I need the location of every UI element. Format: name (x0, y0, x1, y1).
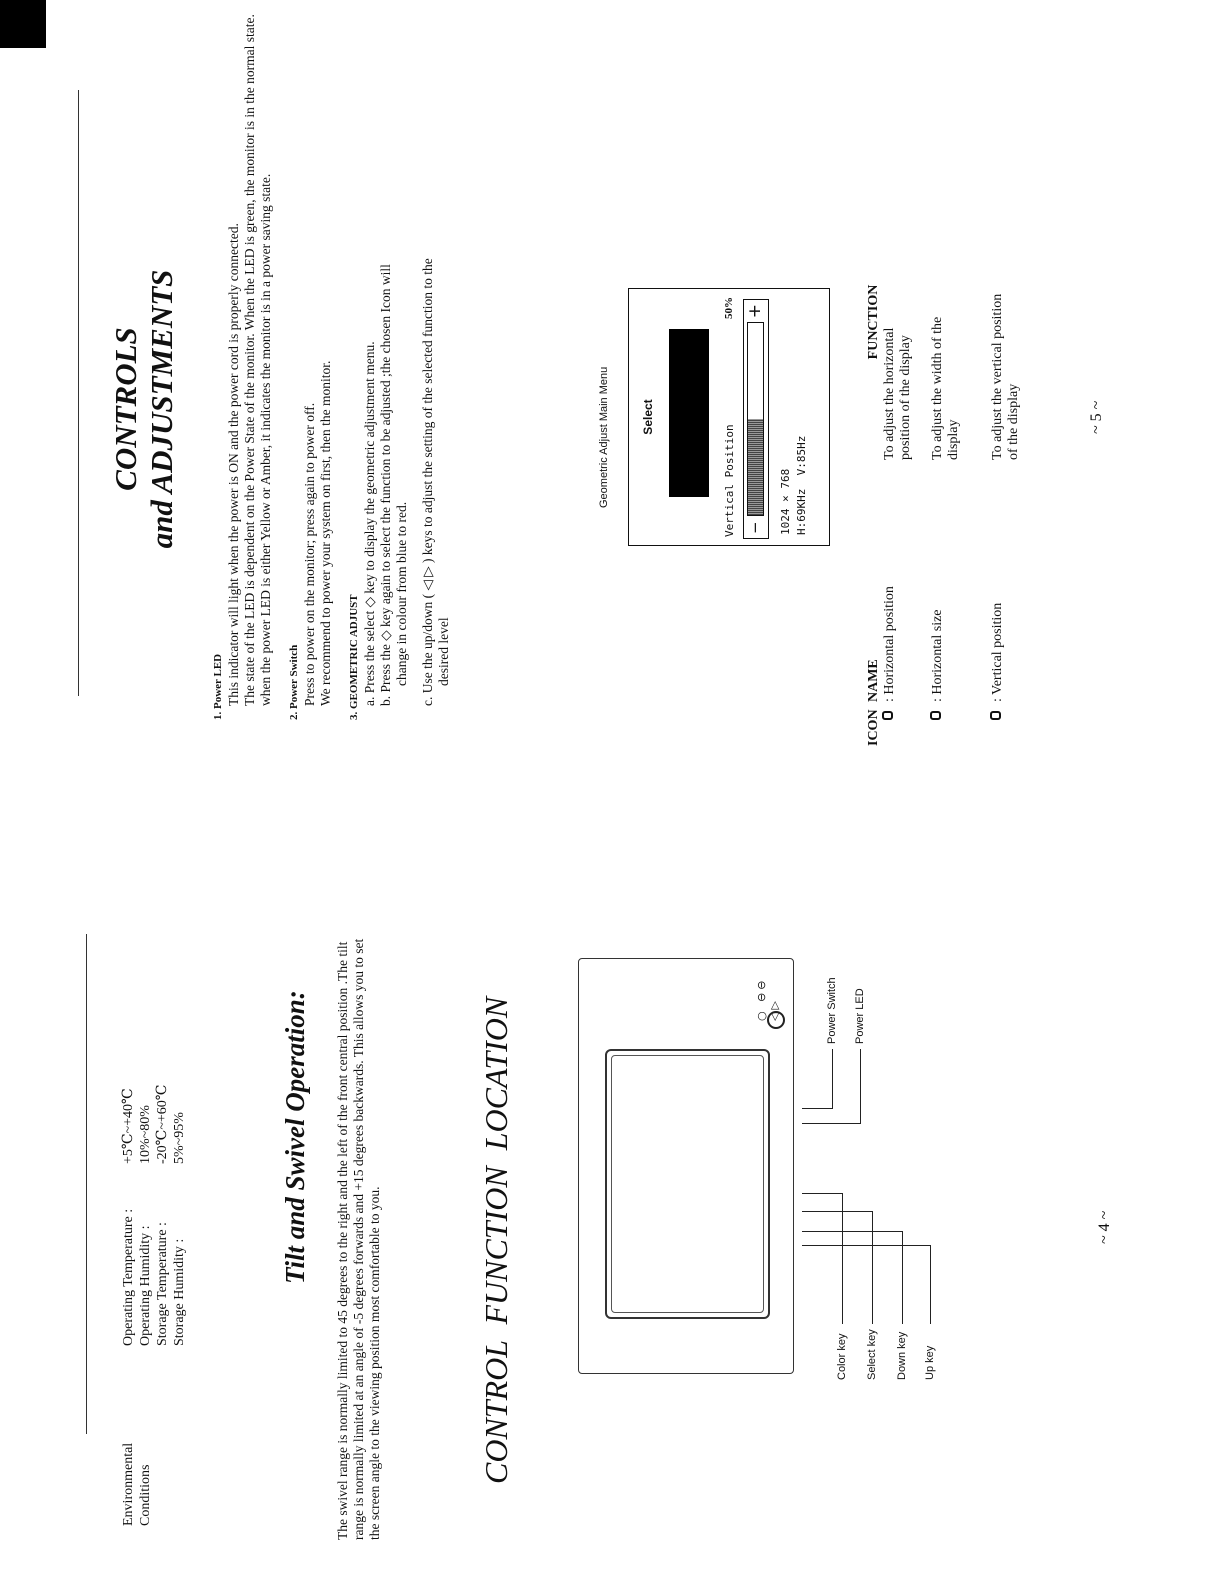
env-row: Storage Temperature : -20℃~+60℃ (155, 1084, 170, 1346)
slider-minus: − (746, 521, 764, 534)
leader-line-led (802, 1123, 860, 1124)
leader-line-power (802, 1108, 832, 1109)
horizontal-position-icon (882, 711, 893, 720)
leader-line-color (802, 1193, 842, 1194)
page-number-left: ~ 4 ~ (1096, 1210, 1113, 1244)
leader-line-up (802, 1245, 930, 1246)
env-row: Operating Humidity : 10%~80% (138, 1105, 153, 1346)
leader-line-color-h (842, 1193, 843, 1324)
geometric-menu (628, 288, 830, 546)
leader-line-up-h (930, 1245, 931, 1324)
env-label: Environmental Conditions (121, 1442, 153, 1526)
controls-title: CONTROLS and ADJUSTMENTS (108, 269, 179, 549)
slider-plus: + (745, 304, 765, 319)
menu-resolution: 1024 × 768 (779, 468, 792, 535)
slider-track (747, 322, 764, 516)
section-power-switch-title: 2. Power Switch (288, 644, 300, 720)
menu-frequency: H:69KHz V:85Hz (795, 435, 808, 535)
monitor-screen (605, 1049, 770, 1319)
leader-line-down (802, 1231, 902, 1232)
menu-param-label: Vertical Position (723, 424, 736, 537)
tilt-title: Tilt and Swivel Operation: (280, 990, 310, 1284)
leader-line-power-h (832, 1049, 833, 1109)
table-row: : Horizontal size To adjust the width of the display (930, 166, 962, 746)
label-up-key: Up key (924, 1345, 936, 1380)
table-row: : Vertical position To adjust the vertical position of the display (990, 166, 1022, 746)
label-color-key: Color key (836, 1333, 848, 1380)
section-geometric-title: 3. GEOMETRIC ADJUST (348, 594, 360, 720)
leader-line-select (802, 1211, 872, 1212)
power-button-icon (767, 1011, 785, 1029)
left-page (0, 804, 1224, 1584)
page-number-right: ~ 5 ~ (1088, 400, 1105, 434)
menu-caption: Geometric Adjust Main Menu (598, 366, 610, 508)
menu-slider (743, 299, 769, 539)
label-power-led: Power LED (854, 988, 866, 1044)
section-power-led-title: 1. Power LED (212, 653, 224, 720)
controls-body: 1. Power LED This indicator will light when the power is ON and the power cord is properly connected. The state of the LED is dependent on the Power State of the monitor. When the LED is green, the monitor is in the normal state. when the power LED is either Yellow or Amber, it indicates the monitor is in a power saving state. 2. Power Switch Press to power on the monitor; press again to power off. We recommend to power your system on first, then the monitor. 3. GEOMETRIC ADJUST a. Press the select ◇ key to display the geometric adjustment menu. b. Press the ◇ key again to select the function to be adjusted ;the chosen Icon will change in colour from blue to red. c. Use the up/down ( ◁ ▷ ) keys to adjust the setting of the selected function to the desired level (212, 14, 451, 720)
env-table (120, 986, 188, 1346)
leader-line-led-h (860, 1049, 861, 1124)
monitor-diagram (578, 958, 794, 1374)
env-row: Operating Temperature : +5℃~+40℃ (121, 1088, 136, 1346)
label-down-key: Down key (896, 1331, 908, 1380)
control-function-title: CONTROL FUNCTION LOCATION (478, 996, 514, 1484)
table-row: : Horizontal position To adjust the horizontal position of the display (882, 166, 914, 746)
slider-fill (748, 419, 763, 515)
menu-param-row (723, 297, 736, 537)
horizontal-size-icon (930, 711, 941, 720)
label-power-switch: Power Switch (826, 977, 838, 1044)
key-glyphs: ○ ⊖⊖ ◁▷ (755, 977, 781, 1021)
vertical-position-icon (990, 711, 1001, 720)
menu-icon-area (669, 329, 709, 497)
leader-line-select-h (872, 1211, 873, 1324)
icon-table (866, 166, 1022, 746)
table-header: ICON NAME FUNCTION (866, 284, 881, 746)
tilt-text: The swivel range is normally limited to 45 degrees to the right and the left of the front central position .The tilt range is normally limited at an angle of -5 degrees forwards and +15 degrees backwards. This allows you to set the screen angle to the viewing position most comfortable to you. (335, 938, 382, 1540)
env-row: Storage Humidity : 5%~95% (172, 1112, 187, 1346)
menu-select-label: Select (641, 399, 655, 435)
menu-param-value: 50% (723, 297, 735, 319)
label-select-key: Select key (866, 1329, 878, 1380)
